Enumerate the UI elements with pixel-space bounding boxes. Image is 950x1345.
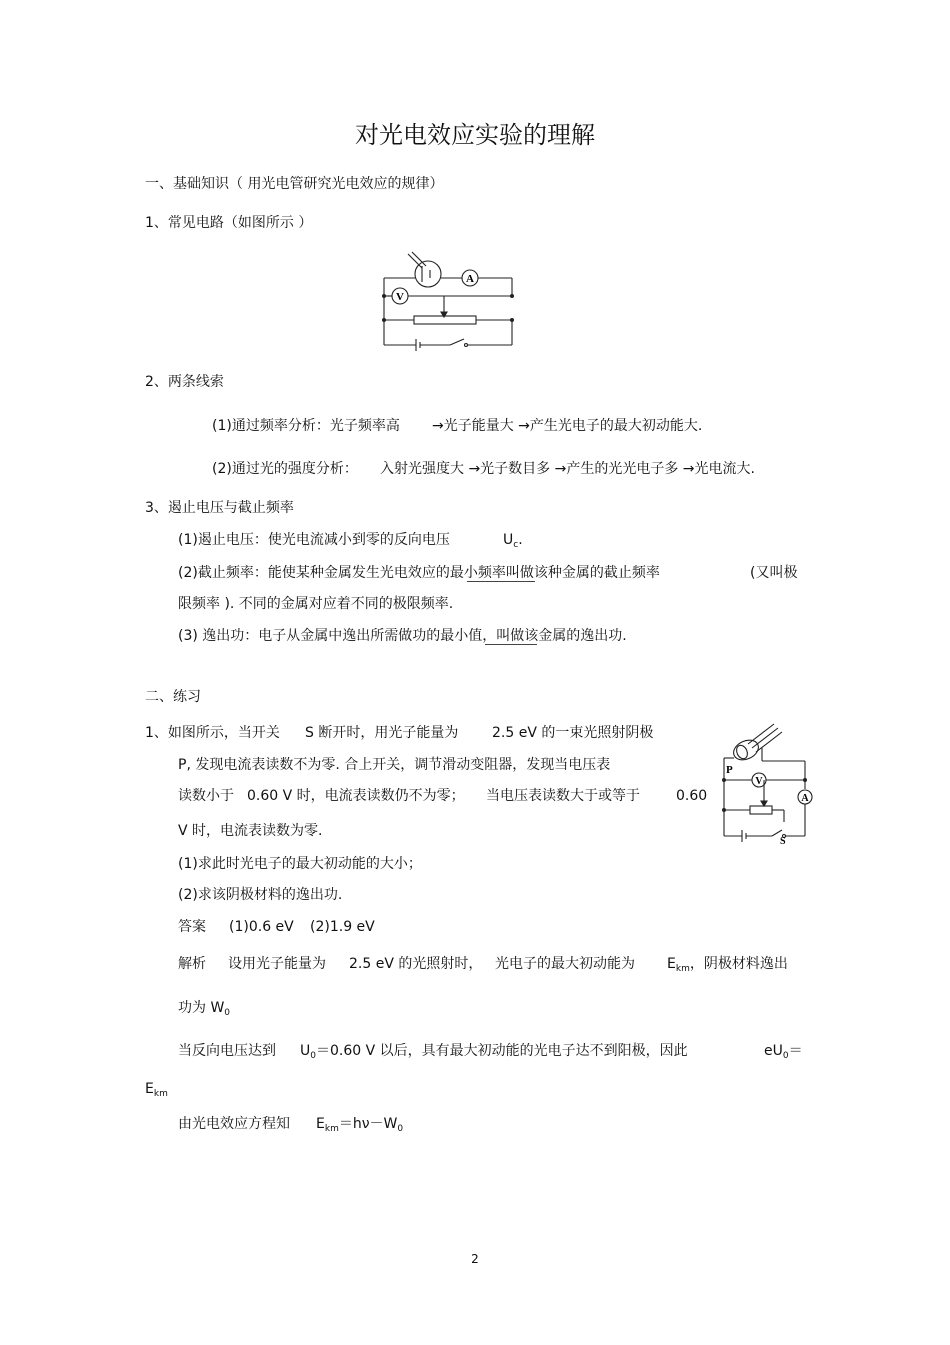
ammeter-label: A	[801, 793, 809, 804]
q1-text-c: 2.5 eV 的一束光照射阴极	[492, 725, 654, 741]
reverse-line2: $E_{km}$	[145, 1081, 168, 1099]
q1-sub1: (1)求此时光电子的最大初动能的大小；	[178, 856, 422, 872]
analysis-text-c: 光电子的最大初动能为	[495, 956, 635, 972]
item3-heading: 3、遏止电压与截止频率	[145, 500, 294, 516]
definition-work-function: (3) 逸出功：电子从金属中逸出所需做功的最小值，叫做该金属的逸出功.	[178, 628, 627, 644]
switch-icon	[450, 339, 464, 345]
underline-mark-2	[485, 644, 537, 645]
q1-sub2: (2)求该阴极材料的逸出功.	[178, 887, 343, 903]
section2-heading: 二、练习	[145, 689, 201, 705]
clue2-label: (2)通过光的强度分析：	[212, 461, 358, 477]
q1-line2: P, 发现电流表读数不为零. 合上开关，调节滑动变阻器，发现当电压表	[178, 757, 611, 773]
voltmeter-label: V	[396, 291, 404, 303]
section1-heading: 一、基础知识（ 用光电管研究光电效应的规律）	[145, 176, 444, 192]
underline-mark	[467, 581, 535, 582]
switch-label: S	[780, 836, 786, 845]
analysis-text-b: 2.5 eV 的光照射时，	[349, 956, 483, 972]
q1-line4: V 时，电流表读数为零.	[178, 823, 323, 839]
cathode-label: P	[726, 764, 733, 776]
analysis-label: 解析	[178, 956, 206, 972]
q1-text-a: 1、如图所示，当开关	[145, 725, 280, 741]
rheostat-icon	[414, 316, 476, 324]
q1-line3-b: 0.60 V 时，电流表读数仍不为零；	[247, 788, 465, 804]
definition-cutoff-frequency: (2)截止频率：能使某种金属发生光电效应的最小频率叫做该种金属的截止频率	[178, 565, 660, 581]
equation-text-a: 由光电效应方程知	[178, 1116, 290, 1132]
page-title: 对光电效应实验的理解	[355, 121, 595, 149]
clue2-text: 入射光强度大 →光子数目多 →产生的光光电子多 →光电流大.	[380, 461, 755, 477]
item1-heading: 1、常见电路（如图所示 ）	[145, 215, 313, 231]
circuit-diagram-2	[718, 720, 818, 845]
circuit-diagram-1	[378, 250, 518, 352]
q1-line3-d: 0.60	[676, 788, 708, 804]
page-number: 2	[471, 1252, 479, 1266]
answer-label: 答案	[178, 919, 206, 935]
reverse-text-a: 当反向电压达到	[178, 1043, 276, 1059]
voltmeter-label: V	[755, 776, 763, 787]
stopping-voltage-symbol: $U_c$.	[503, 532, 523, 550]
analysis-text-d: $E_{km}$，阴极材料逸出	[667, 956, 788, 974]
item2-heading: 2、两条线索	[145, 374, 224, 390]
answer-2: (2)1.9 eV	[310, 919, 375, 935]
q1-line3-c: 当电压表读数大于或等于	[486, 788, 640, 804]
reverse-text-d: $eU_0=$	[764, 1043, 803, 1061]
analysis-text-a: 设用光子能量为	[228, 956, 326, 972]
analysis-line2: 功为 $W_0$	[178, 1000, 231, 1018]
answer-1: (1)0.6 eV	[229, 919, 294, 935]
ammeter-label: A	[466, 273, 474, 285]
rheostat-icon	[750, 806, 772, 814]
definition-cutoff-frequency-cont: (又叫极	[750, 565, 798, 581]
clue1-text: →光子能量大 →产生光电子的最大初动能大.	[432, 418, 703, 434]
reverse-text-b: $U_0=0.60$ V 以后，具有最大初动能的光电子达不到阳极，因此	[300, 1043, 688, 1061]
equation: $E_{km}=h\nu-W_0$	[316, 1116, 404, 1134]
clue1-label: (1)通过频率分析：光子频率高	[212, 418, 400, 434]
definition-cutoff-frequency-line2: 限频率 ). 不同的金属对应着不同的极限频率.	[178, 596, 454, 612]
definition-stopping-voltage: (1)遏止电压：使光电流减小到零的反向电压	[178, 532, 450, 548]
q1-line3-a: 读数小于	[178, 788, 234, 804]
q1-text-b: S 断开时，用光子能量为	[305, 725, 459, 741]
